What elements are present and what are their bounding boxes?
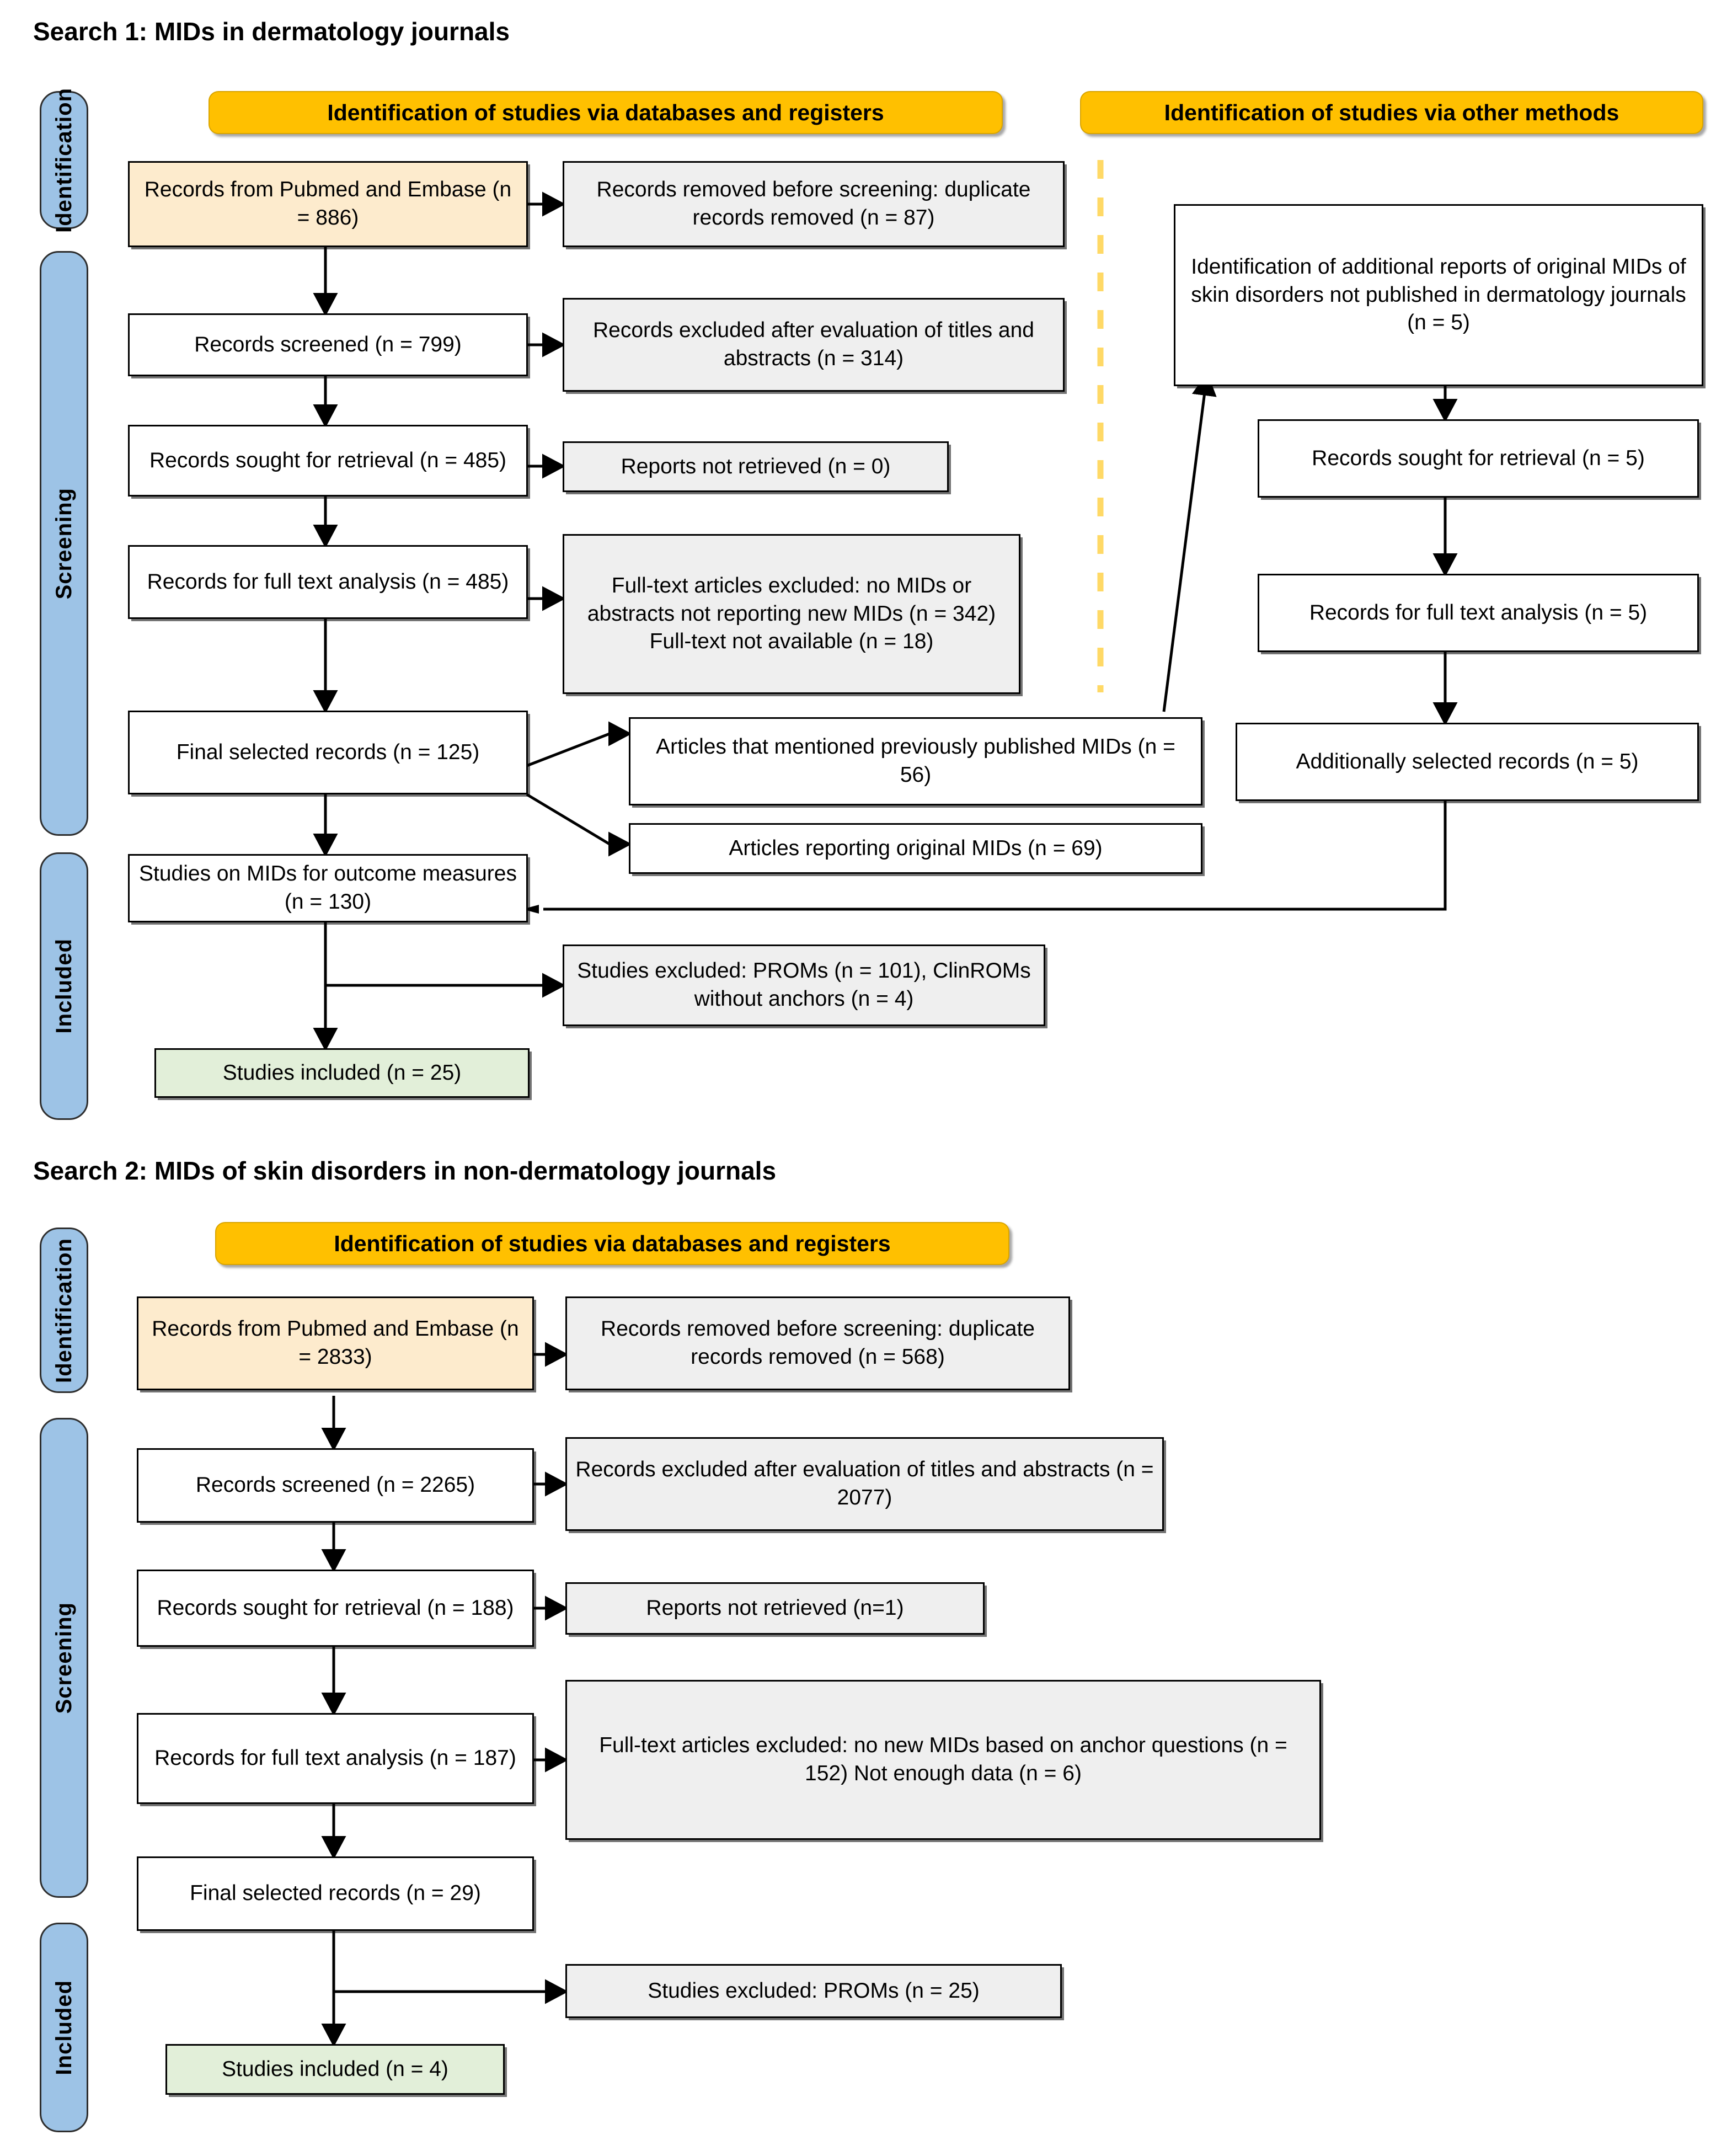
search2-box-studies-included: Studies included (n = 4)	[165, 2044, 505, 2095]
search1-box-articles-mentioned: Articles that mentioned previously published MIDs (n = 56)	[629, 717, 1202, 805]
search1-box-records-fulltext: Records for full text analysis (n = 485)	[128, 545, 528, 619]
search1-box-duplicates-removed: Records removed before screening: duplicate records removed (n = 87)	[563, 161, 1065, 247]
search1-box-fulltext-excluded: Full-text articles excluded: no MIDs or abstracts not reporting new MIDs (n = 342) Full-text not available (n = 18)	[563, 534, 1020, 694]
search2-box-records-excluded: Records excluded after evaluation of titles and abstracts (n = 2077)	[565, 1437, 1164, 1531]
search1-banner-databases	[209, 91, 1003, 134]
search1-box-reports-not-retrieved: Reports not retrieved (n = 0)	[563, 441, 949, 492]
search2-box-fulltext-excluded: Full-text articles excluded: no new MIDs based on anchor questions (n = 152) Not enough data (n = 6)	[565, 1680, 1321, 1840]
search1-box-articles-original: Articles reporting original MIDs (n = 69)	[629, 823, 1202, 874]
search1-box-other-sought: Records sought for retrieval (n = 5)	[1258, 419, 1699, 498]
phase-label: Included	[51, 1979, 76, 2075]
phase-label: Identification	[51, 87, 76, 233]
search1-box-records-source: Records from Pubmed and Embase (n = 886)	[128, 161, 528, 247]
search2-box-records-screened: Records screened (n = 2265)	[137, 1448, 534, 1523]
search1-box-studies-excluded: Studies excluded: PROMs (n = 101), ClinROMs without anchors (n = 4)	[563, 944, 1045, 1026]
search2-box-duplicates-removed: Records removed before screening: duplicate records removed (n = 568)	[565, 1296, 1070, 1390]
search2-box-records-fulltext: Records for full text analysis (n = 187)	[137, 1713, 534, 1804]
search1-title: Search 1: MIDs in dermatology journals	[33, 17, 510, 46]
search1-phase-screening	[40, 251, 88, 836]
search1-box-records-sought: Records sought for retrieval (n = 485)	[128, 425, 528, 497]
search2-box-final-selected: Final selected records (n = 29)	[137, 1856, 534, 1931]
search2-title: Search 2: MIDs of skin disorders in non-dermatology journals	[33, 1156, 777, 1185]
phase-label: Screening	[51, 1602, 76, 1714]
banner-label: Identification of studies via databases and registers	[334, 1230, 891, 1256]
search2-banner-databases	[215, 1222, 1009, 1265]
phase-label: Included	[51, 938, 76, 1034]
search2-phase-screening	[40, 1418, 88, 1898]
search1-phase-identification	[40, 87, 88, 233]
search1-phase-included	[40, 852, 88, 1120]
phase-label: Identification	[51, 1237, 76, 1383]
search1-box-other-identification: Identification of additional reports of original MIDs of skin disorders not published in dermatology journals (n = 5)	[1174, 204, 1703, 386]
search2-box-reports-not-retrieved: Reports not retrieved (n=1)	[565, 1582, 985, 1635]
search1-box-studies-outcome: Studies on MIDs for outcome measures (n = 130)	[128, 854, 528, 922]
search1-box-studies-included: Studies included (n = 25)	[154, 1048, 530, 1098]
search2-box-studies-excluded: Studies excluded: PROMs (n = 25)	[565, 1964, 1062, 2018]
search1-banner-other-methods	[1080, 91, 1703, 134]
search2-phase-identification	[40, 1228, 88, 1393]
search1-box-other-additional: Additionally selected records (n = 5)	[1236, 723, 1699, 801]
search2-phase-included	[40, 1923, 88, 2132]
search1-box-records-excluded: Records excluded after evaluation of titles and abstracts (n = 314)	[563, 298, 1065, 392]
search1-box-other-fulltext: Records for full text analysis (n = 5)	[1258, 574, 1699, 652]
search2-box-records-source: Records from Pubmed and Embase (n = 2833)	[137, 1296, 534, 1390]
search2-box-records-sought: Records sought for retrieval (n = 188)	[137, 1570, 534, 1647]
search1-box-records-screened: Records screened (n = 799)	[128, 313, 528, 376]
banner-label: Identification of studies via other methods	[1164, 99, 1619, 125]
banner-label: Identification of studies via databases and registers	[327, 99, 884, 125]
phase-label: Screening	[51, 487, 76, 600]
search1-box-final-selected: Final selected records (n = 125)	[128, 711, 528, 794]
